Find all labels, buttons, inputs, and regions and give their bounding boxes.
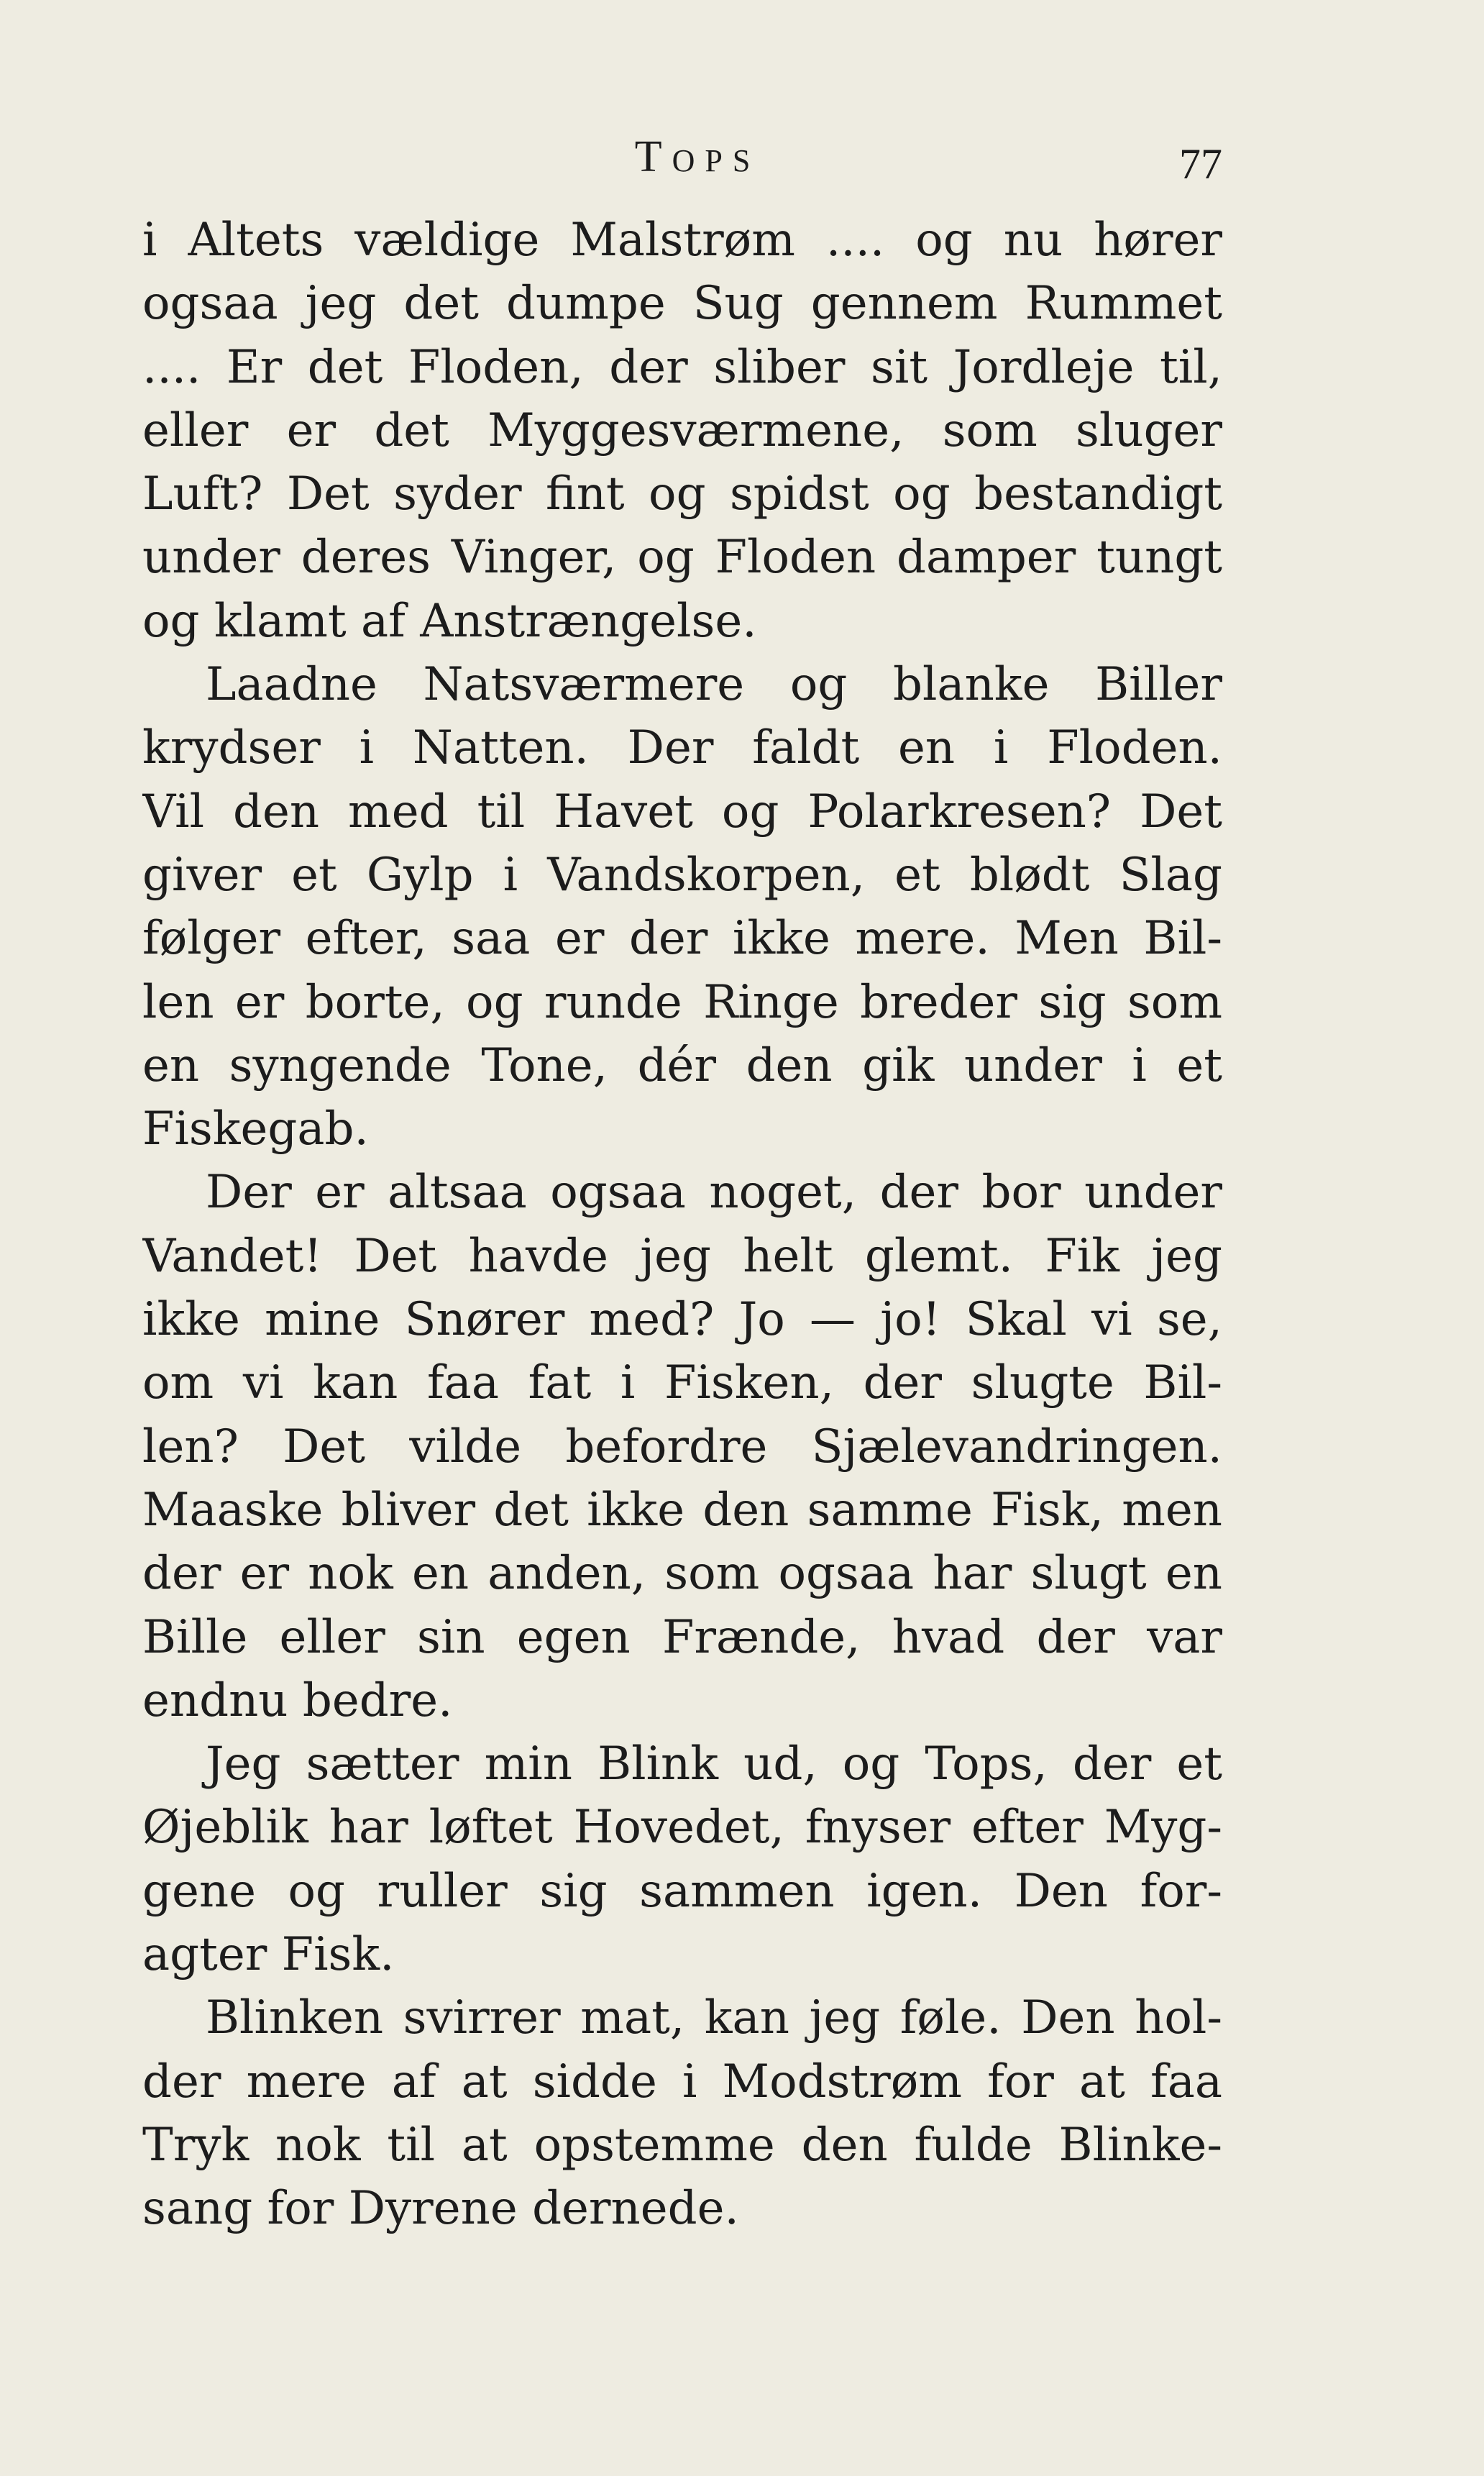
- text-line: følger efter, saa er der ikke mere. Men Bil-: [142, 912, 1222, 966]
- text-line: Tryk nok til at opstemme den fulde Blinke-: [142, 2118, 1222, 2172]
- text-line: .... Er det Floden, der sliber sit Jordleje til,: [142, 340, 1222, 394]
- text-line: Vandet! Det havde jeg helt glemt. Fik jeg: [142, 1229, 1222, 1283]
- text-line: Maaske bliver det ikke den samme Fisk, men: [142, 1483, 1222, 1537]
- text-line: i Altets vældige Malstrøm .... og nu hører: [142, 214, 1222, 267]
- text-line: under deres Vinger, og Floden damper tungt: [142, 531, 1222, 585]
- text-line: og klamt af Anstrængelse.: [142, 594, 757, 648]
- text-line: len? Det vilde befordre Sjælevandringen.: [142, 1420, 1222, 1474]
- text-line: eller er det Myggesværmene, som sluger: [142, 403, 1222, 457]
- text-line: Jeg sætter min Blink ud, og Tops, der et: [206, 1737, 1222, 1791]
- text-line: Øjeblik har løftet Hovedet, fnyser efter Myg-: [142, 1801, 1222, 1855]
- text-line: der mere af at sidde i Modstrøm for at faa: [142, 2055, 1222, 2109]
- running-head: [144, 128, 1222, 186]
- text-line: Blinken svirrer mat, kan jeg føle. Den hol-: [206, 1991, 1222, 2045]
- text-line: Fiskegab.: [142, 1102, 369, 1156]
- text-line: Luft? Det syder fint og spidst og bestandigt: [142, 467, 1222, 521]
- body-text: [142, 209, 1222, 2241]
- text-line: Der er altsaa ogsaa noget, der bor under: [206, 1166, 1222, 1220]
- text-line: krydser i Natten. Der faldt en i Floden.: [142, 721, 1222, 775]
- text-line: en syngende Tone, dér den gik under i et: [142, 1038, 1222, 1092]
- text-line: sang for Dyrene dernede.: [142, 2182, 739, 2236]
- text-line: der er nok en anden, som ogsaa har slugt en: [142, 1547, 1222, 1601]
- text-line: endnu bedre.: [142, 1673, 453, 1727]
- text-line: ogsaa jeg det dumpe Sug gennem Rummet: [142, 277, 1222, 331]
- text-line: Vil den med til Havet og Polarkresen? Det: [142, 785, 1222, 839]
- text-line: Bille eller sin egen Frænde, hvad der var: [142, 1610, 1222, 1664]
- running-title: TOPS: [634, 132, 761, 181]
- text-line: om vi kan faa fat i Fisken, der slugte Bil-: [142, 1356, 1222, 1410]
- text-line: agter Fisk.: [142, 1928, 395, 1982]
- text-line: ikke mine Snører med? Jo — jo! Skal vi se,: [142, 1293, 1222, 1347]
- text-line: gene og ruller sig sammen igen. Den for-: [142, 1864, 1222, 1918]
- page-number: 77: [1179, 140, 1222, 188]
- text-line: len er borte, og runde Ringe breder sig som: [142, 975, 1222, 1029]
- text-line: giver et Gylp i Vandskorpen, et blødt Slag: [142, 848, 1222, 902]
- text-line: Laadne Natsværmere og blanke Biller: [206, 658, 1222, 712]
